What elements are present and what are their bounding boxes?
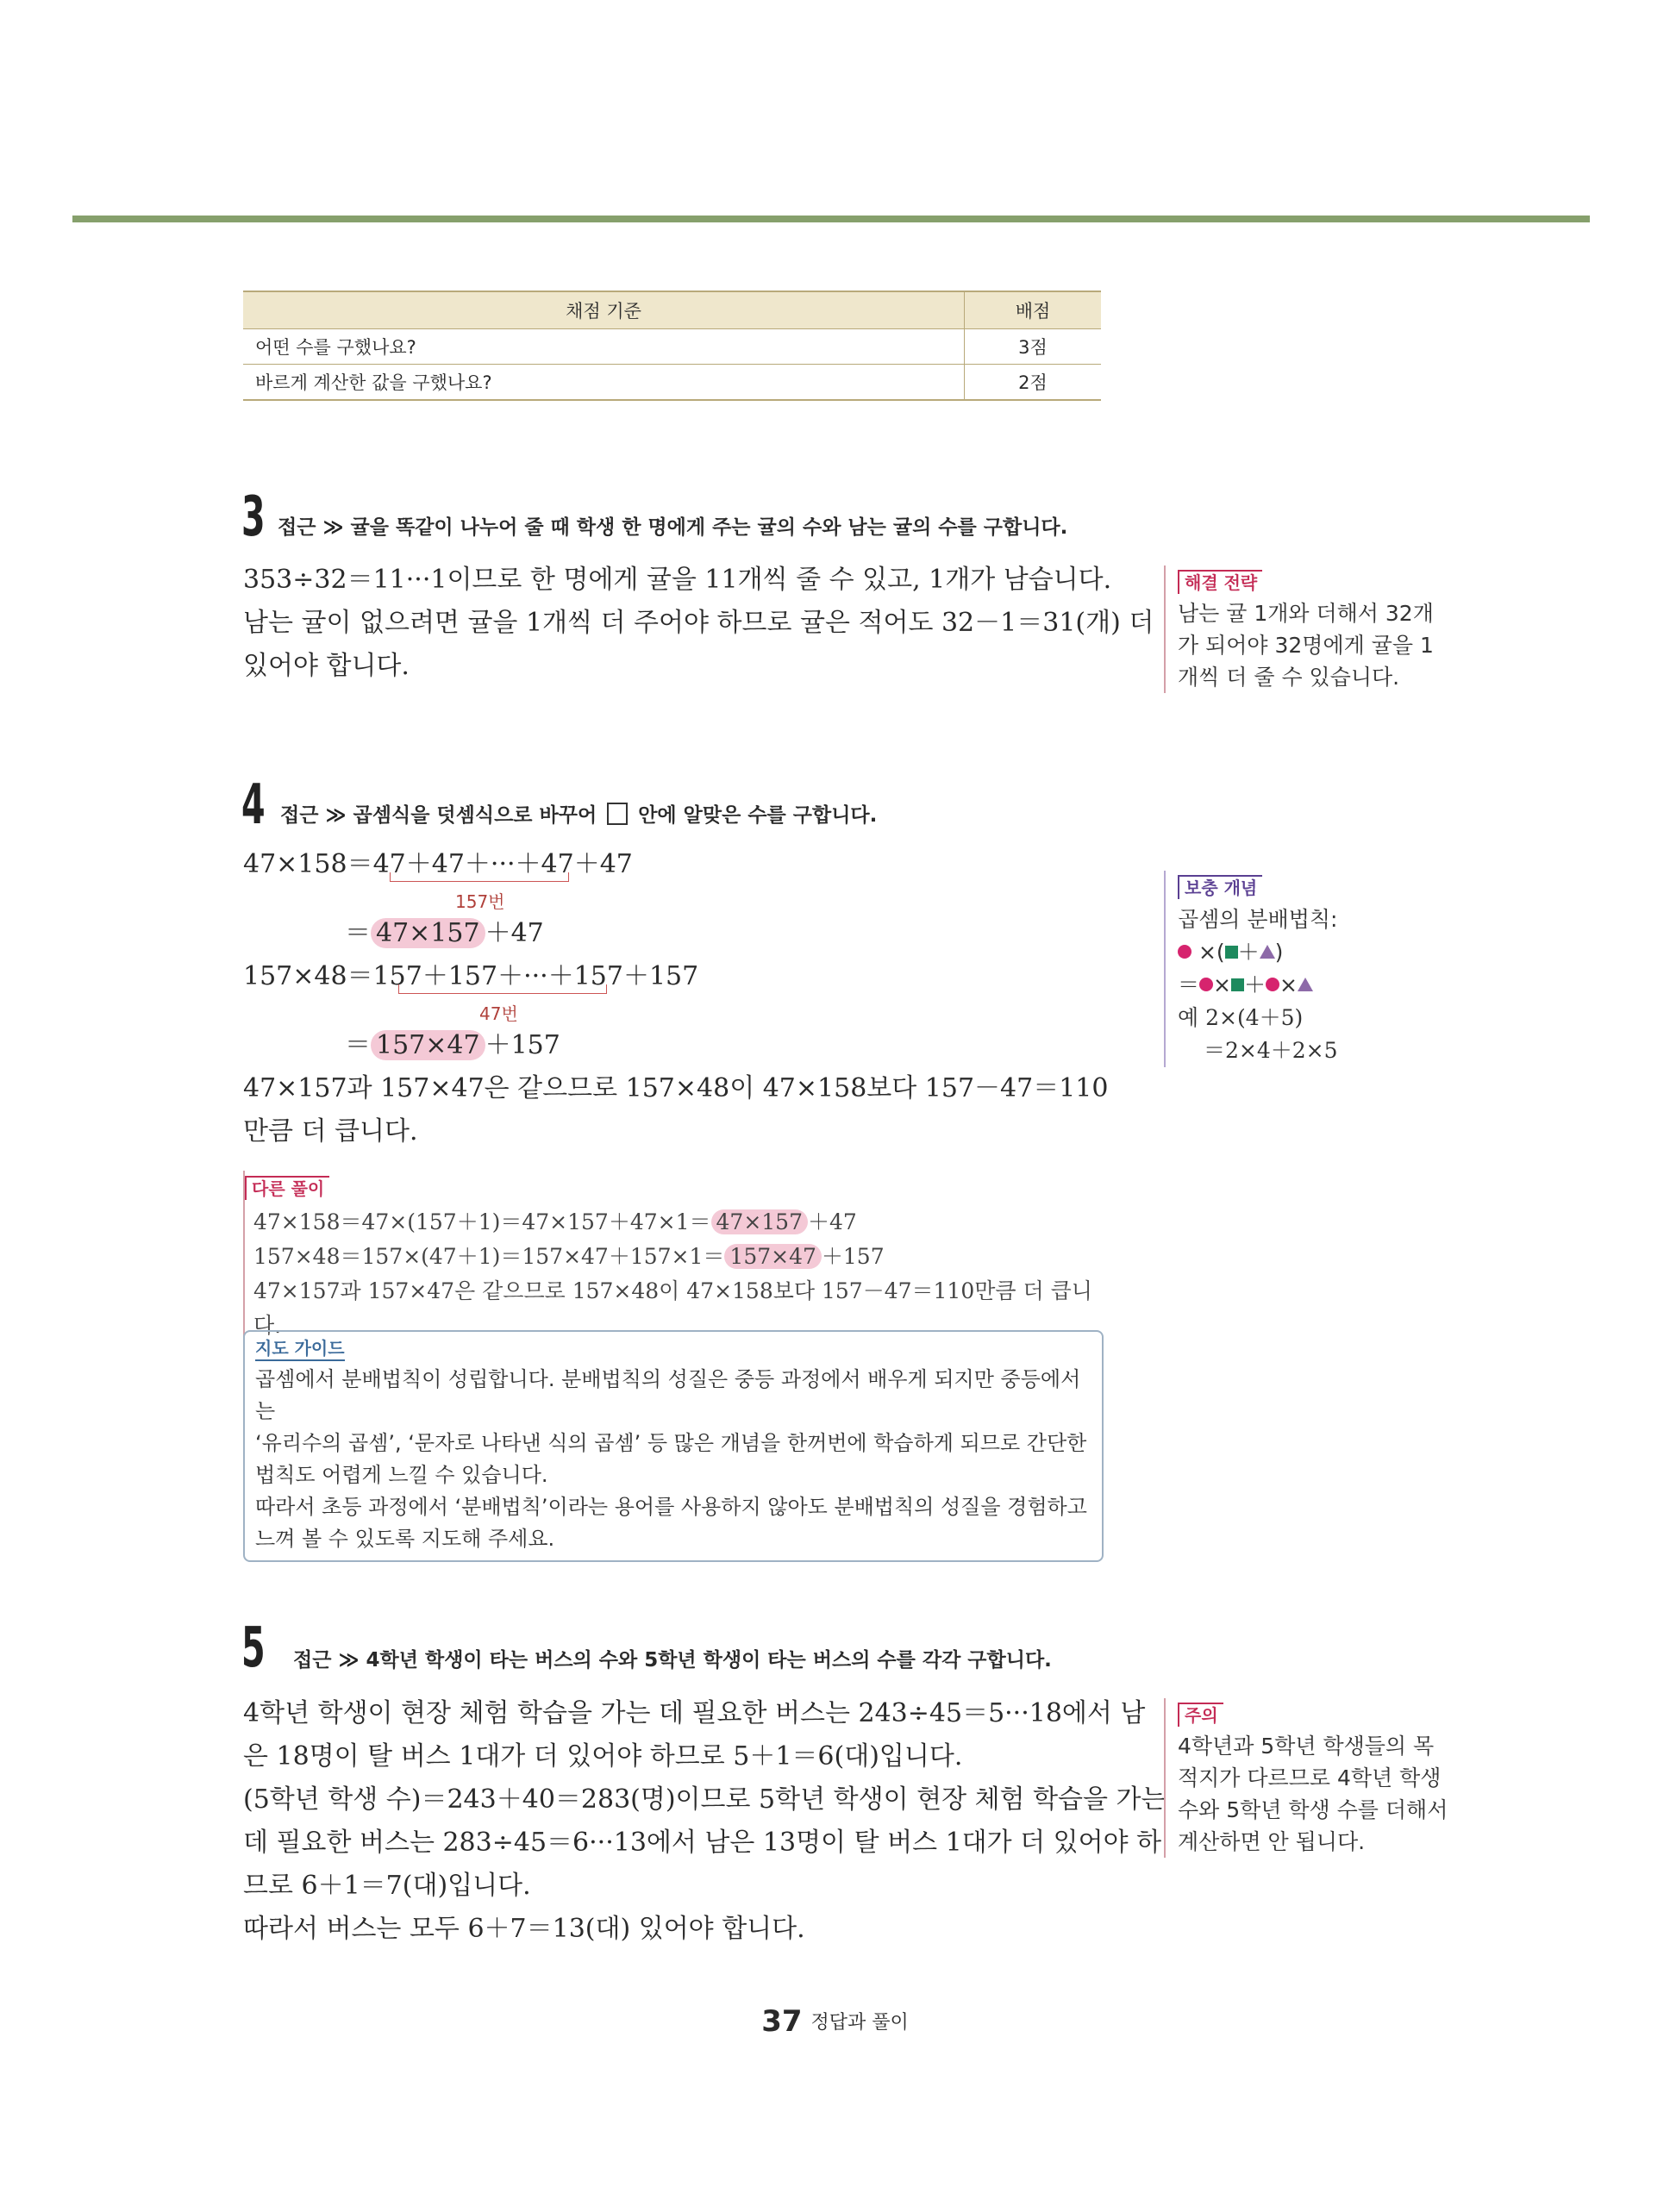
heading-text: 귤을 똑같이 나누어 줄 때 학생 한 명에게 주는 귤의 수와 남는 귤의 수를 구합니다. (350, 516, 1068, 539)
alt-line: 47×158＝47×(157＋1)＝47×157＋47×1＝ 47×157 ＋47 (253, 1209, 857, 1234)
alt-line: 47×157과 157×47은 같으므로 157×48이 47×158보다 157－47＝110만큼 더 큽니다. (253, 1278, 1092, 1338)
side-line: 적지가 다르므로 4학년 학생 (1178, 1765, 1442, 1790)
problem-3-body (243, 559, 1154, 688)
header-criteria: 채점 기준 (243, 291, 965, 329)
problem-5-number: 5 (241, 1616, 266, 1680)
table-row (243, 365, 1101, 401)
side-line: 수와 5학년 학생 수를 더해서 (1178, 1797, 1448, 1822)
problem-5-heading (293, 1647, 1052, 1673)
side-line: 가 되어야 32명에게 귤을 1 (1178, 633, 1434, 658)
body-line: 남는 귤이 없으려면 귤을 1개씩 더 주어야 하므로 귤은 적어도 32－1＝31(개) 더 (243, 608, 1154, 638)
problem-3-heading (278, 515, 1067, 541)
square-icon (1225, 946, 1238, 959)
guide-line: ‘유리수의 곱셈’, ‘문자로 나타낸 식의 곱셈’ 등 많은 개념을 한꺼번에 학습하게 되므로 간단한 (255, 1431, 1087, 1455)
highlight-expression: 47×157 (371, 918, 485, 948)
approach-label: 접근 (278, 516, 316, 539)
brace-157 (390, 872, 569, 882)
brace-47 (398, 984, 607, 994)
points-cell: 2점 (965, 365, 1102, 401)
guide-tag: 지도 가이드 (255, 1337, 345, 1361)
alternate-solution-box (243, 1171, 1111, 1343)
criteria-cell: 바르게 계산한 값을 구했나요? (243, 365, 965, 401)
double-arrow-icon: ≫ (322, 516, 344, 539)
approach-label: 접근 (293, 1649, 332, 1671)
criteria-cell: 어떤 수를 구했나요? (243, 329, 965, 365)
equation-line: ＝ 157×47 ＋157 (345, 1030, 560, 1060)
equation-line: 47×158＝47＋47＋···＋47＋47 (243, 849, 633, 879)
conclusion-line: 만큼 더 큽니다. (243, 1116, 418, 1147)
side-tag: 보충 개념 (1178, 875, 1262, 899)
blank-box-icon (607, 803, 628, 825)
distributive-formula-expanded: ＝ × ＋ × (1178, 969, 1462, 1002)
heading-text-a: 곱셈식을 덧셈식으로 바꾸어 (353, 804, 597, 827)
circle-icon (1199, 978, 1213, 991)
scoring-table (243, 291, 1101, 401)
double-arrow-icon: ≫ (338, 1649, 360, 1671)
square-icon (1231, 978, 1244, 991)
side-tag: 해결 전략 (1178, 570, 1262, 594)
top-rule (72, 216, 1590, 222)
triangle-icon (1260, 945, 1275, 959)
highlight-expression: 157×47 (371, 1030, 485, 1060)
side-line: 계산하면 안 됩니다. (1178, 1829, 1366, 1854)
conclusion-line: 47×157과 157×47은 같으므로 157×48이 47×158보다 157－47＝110 (243, 1073, 1109, 1103)
body-line: (5학년 학생 수)＝243＋40＝283(명)이므로 5학년 학생이 현장 체험 학습을 가는 (243, 1784, 1166, 1815)
footer-label: 정답과 풀이 (810, 2012, 909, 2034)
circle-icon (1266, 978, 1279, 991)
problem-4-equations (243, 843, 1109, 1153)
equation-line: ＝ 47×157 ＋47 (345, 918, 544, 948)
header-points: 배점 (965, 291, 1102, 329)
side-line: 4학년과 5학년 학생들의 목 (1178, 1734, 1435, 1759)
equation-line: 157×48＝157＋157＋···＋157＋157 (243, 961, 699, 991)
circle-icon (1178, 945, 1192, 959)
body-line: 은 18명이 탈 버스 1대가 더 있어야 하므로 5＋1＝6(대)입니다. (243, 1741, 963, 1771)
heading-text-b: 안에 알맞은 수를 구합니다. (638, 804, 878, 827)
side-example: ＝2×4＋2×5 (1204, 1038, 1338, 1063)
teaching-guide-box (243, 1330, 1104, 1562)
alt-tag: 다른 풀이 (245, 1176, 329, 1200)
side-note-strategy (1164, 565, 1462, 693)
problem-3-number: 3 (241, 485, 266, 549)
highlight-expression: 47×157 (711, 1209, 808, 1234)
page-footer (0, 2004, 1670, 2039)
double-arrow-icon: ≫ (325, 804, 347, 827)
side-line: 개씩 더 줄 수 있습니다. (1178, 665, 1400, 690)
brace-label: 157번 (455, 891, 505, 912)
guide-line: 곱셈에서 분배법칙이 성립합니다. 분배법칙의 성질은 중등 과정에서 배우게 되지만 중등에서는 (255, 1367, 1081, 1423)
side-title: 곱셈의 분배법칙: (1178, 907, 1338, 932)
heading-text: 4학년 학생이 타는 버스의 수와 5학년 학생이 타는 버스의 수를 각각 구합니다. (366, 1649, 1052, 1671)
side-example: 예 2×(4＋5) (1178, 1005, 1304, 1030)
guide-line: 따라서 초등 과정에서 ‘분배법칙’이라는 용어를 사용하지 않아도 분배법칙의 성질을 경험하고 (255, 1495, 1087, 1519)
problem-4-heading (280, 803, 877, 828)
points-cell: 3점 (965, 329, 1102, 365)
body-line: 353÷32＝11···1이므로 한 명에게 귤을 11개씩 줄 수 있고, 1개가 남습니다. (243, 565, 1112, 595)
body-line: 데 필요한 버스는 283÷45＝6···13에서 남은 13명이 탈 버스 1대가 더 있어야 하 (243, 1828, 1162, 1858)
body-line: 4학년 학생이 현장 체험 학습을 가는 데 필요한 버스는 243÷45＝5···18에서 남 (243, 1698, 1146, 1728)
body-line: 있어야 합니다. (243, 651, 410, 681)
body-line: 므로 6＋1＝7(대)입니다. (243, 1871, 531, 1901)
distributive-formula: ×( ＋ ) (1178, 936, 1462, 969)
approach-label: 접근 (280, 804, 319, 827)
problem-4-number: 4 (241, 773, 266, 837)
side-line: 남는 귤 1개와 더해서 32개 (1178, 601, 1434, 626)
side-tag: 주의 (1178, 1703, 1223, 1727)
side-note-caution (1164, 1698, 1462, 1858)
triangle-icon (1298, 978, 1313, 991)
guide-line: 법칙도 어렵게 느낄 수 있습니다. (255, 1463, 548, 1487)
table-row (243, 329, 1101, 365)
alt-line: 157×48＝157×(47＋1)＝157×47＋157×1＝ 157×47 ＋157 (253, 1244, 885, 1269)
brace-label: 47번 (479, 1003, 518, 1024)
highlight-expression: 157×47 (724, 1244, 821, 1269)
body-line: 따라서 버스는 모두 6＋7＝13(대) 있어야 합니다. (243, 1914, 805, 1944)
table-header-row (243, 291, 1101, 329)
guide-line: 느껴 볼 수 있도록 지도해 주세요. (255, 1527, 555, 1551)
side-note-concept (1164, 871, 1462, 1067)
page-number: 37 (761, 2004, 803, 2039)
problem-5-body (243, 1692, 1166, 1951)
